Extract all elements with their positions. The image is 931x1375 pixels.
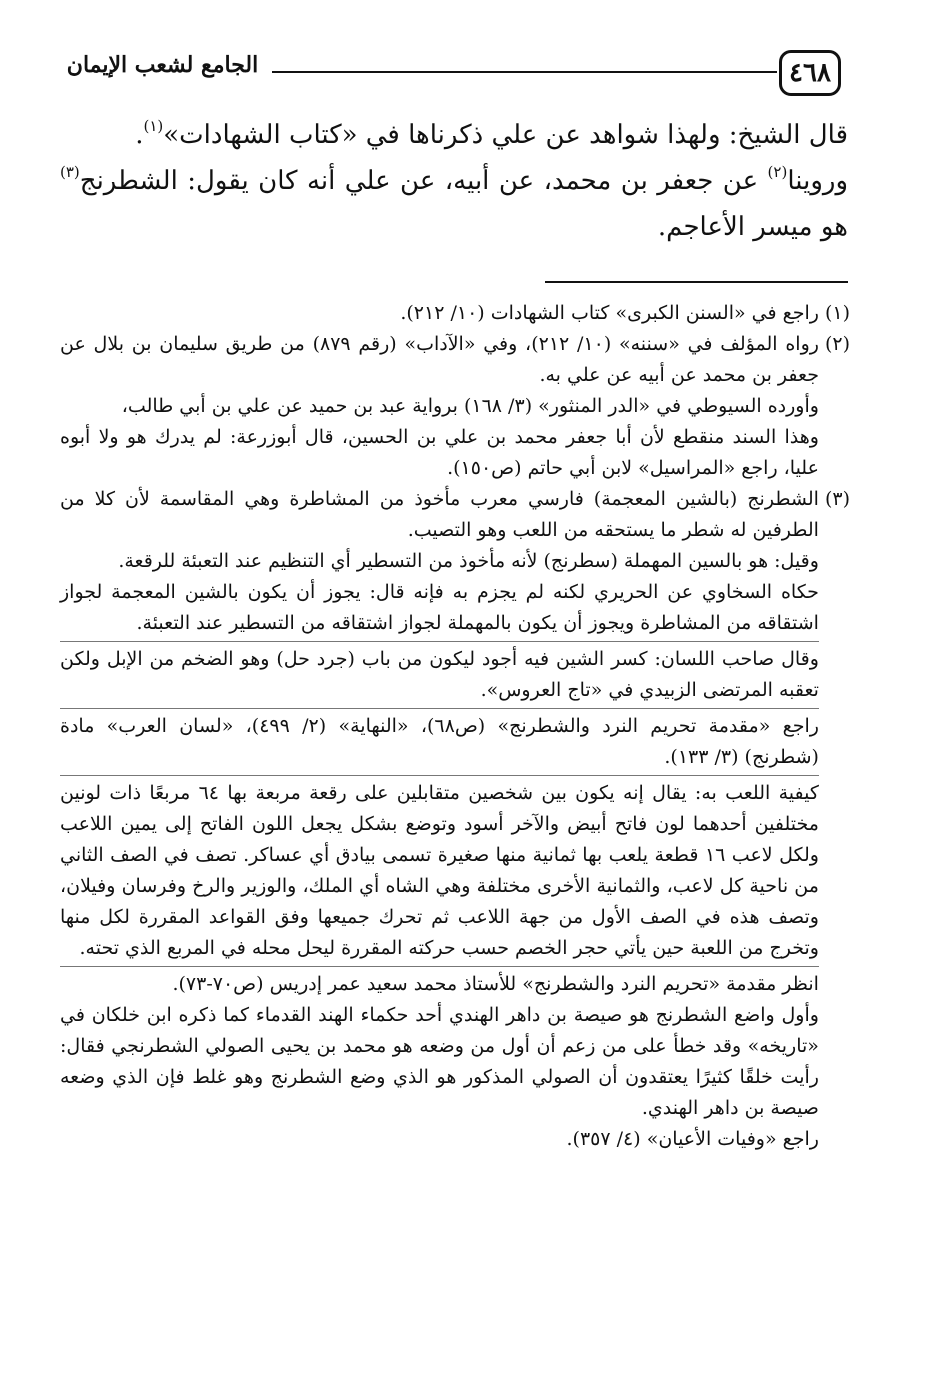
footnote-ref-3: (٣) <box>60 163 80 182</box>
main-paragraph-1-end: . <box>135 120 144 150</box>
footnote-2 <box>60 329 850 484</box>
paragraph-divider <box>60 966 819 967</box>
footnote-ref-2: (٢) <box>767 163 788 182</box>
footnote-text: وهذا السند منقطع لأن أبا جعفر محمد بن علي بن الحسين، قال أبوزرعة: لم يدرك هو ولا أبوه عليا، راجع «المراسيل» لابن أبي حاتم (ص١٥٠). <box>60 426 819 479</box>
main-text <box>60 112 848 250</box>
footnotes <box>60 298 850 1155</box>
book-title: الجامع لشعب الإيمان <box>66 52 259 78</box>
footnote-text: وأورده السيوطي في «الدر المنثور» (٣/ ١٦٨) برواية عبد بن حميد عن علي بن أبي طالب، <box>121 395 819 417</box>
footnote-1 <box>60 298 850 329</box>
main-paragraph-2-middle: عن جعفر بن محمد، عن أبيه، عن علي أنه كان يقول: الشطرنج <box>79 166 768 196</box>
footnote-text: وقال صاحب اللسان: كسر الشين فيه أجود ليكون من باب (جرد حل) وهو الضخم من الإبل ولكن تعقبه المرتضى الزبيدي في «تاج العروس». <box>60 648 819 701</box>
paragraph-divider <box>60 641 819 642</box>
footnote-text: كيفية اللعب به: يقال إنه يكون بين شخصين متقابلين على رقعة مربعة بها ٦٤ مربعًا ذات لونين مختلفين أحدهما لون فاتح أبيض والآخر أسود وتوضع بشكل يجعل اللون الفاتح إلى يمين اللاعب ولكل لاعب ١٦ قطعة يلعب بها ثمانية منها صغيرة تسمى بيادق أي عساكر. تصف في الصف الثاني من ناحية كل لاعب، والثمانية الأخرى مختلفة وهي الشاه أي الملك، والوزير والرخ وفرسان وفيلان، وتصف هذه في الصف الأول من جهة اللاعب ثم تحرك جميعها وفق القواعد المقررة لكل منها وتخرج من اللعبة حين يأتي حجر الخصم حسب حركته المقررة ليحل محله في المربع الذي تحته. <box>60 782 819 959</box>
page-number: ٤٦٨ <box>779 50 841 96</box>
header-rule <box>272 71 777 73</box>
paragraph-divider <box>60 708 819 709</box>
footnote-text: الشطرنج (بالشين المعجمة) فارسي معرب مأخوذ من المشاطرة وهي المقاسمة لأن كلا من الطرفين له شطر ما يستحقه من اللعب وهو التصيب. <box>60 488 819 541</box>
main-paragraph-2-end: هو ميسر الأعاجم. <box>657 212 848 242</box>
footnote-text: رواه المؤلف في «سننه» (١٠/ ٢١٢)، وفي «الآداب» (رقم ٨٧٩) من طريق سليمان بن بلال عن جعفر بن محمد عن أبيه عن علي به. <box>60 333 819 386</box>
main-paragraph-1-text: قال الشيخ: ولهذا شواهد عن علي ذكرناها في «كتاب الشهادات» <box>163 120 848 150</box>
footnote-text: وأول واضع الشطرنج هو صيصة بن داهر الهندي أحد حكماء الهند القدماء كما ذكره ابن خلكان في «تاريخه» وقد خطأ على من زعم أن أول من وضعه هو محمد بن يحيى الصولي الشطرنجي فقال: رأيت خلقًا كثيرًا يعتقدون أن الصولي المذكور هو الذي وضع الشطرنج وهو غلط فإن الذي وضعه صيصة بن داهر الهندي. <box>60 1004 819 1119</box>
main-paragraph-2-start: وروينا <box>787 166 848 196</box>
footnote-number: (٣) <box>824 488 850 510</box>
paragraph-divider <box>60 775 819 776</box>
footnote-ref-1: (١) <box>143 117 164 136</box>
footnote-number: (١) <box>824 302 850 324</box>
footnote-text: حكاه السخاوي عن الحريري لكنه لم يجزم به فإنه قال: يجوز أن يكون بالشين المعجمة لجواز اشتقاقه من المشاطرة ويجوز أن يكون بالمهملة لجواز اشتقاقه من التسطير عند التعبئة. <box>60 581 819 634</box>
main-paragraph-2 <box>60 158 848 250</box>
footnote-text: وقيل: هو بالسين المهملة (سطرنج) لأنه مأخوذ من التسطير أي التنظيم عند التعبئة للرقعة. <box>118 550 819 572</box>
footnote-text: انظر مقدمة «تحريم النرد والشطرنج» للأستاذ محمد سعيد عمر إدريس (ص٧٠-٧٣). <box>172 973 819 995</box>
footnote-number: (٢) <box>824 333 850 355</box>
main-paragraph-1 <box>60 112 848 158</box>
footnote-3 <box>60 484 850 1155</box>
footnote-text: راجع «وفيات الأعيان» (٤/ ٣٥٧). <box>566 1128 819 1150</box>
footnote-separator <box>545 281 848 283</box>
footnote-text: راجع «مقدمة تحريم النرد والشطرنج» (ص٦٨)، «النهاية» (٢/ ٤٩٩)، «لسان العرب» مادة (شطرنج) (٣/ ١٣٣). <box>60 715 819 768</box>
footnote-text: راجع في «السنن الكبرى» كتاب الشهادات (١٠/ ٢١٢). <box>400 302 819 324</box>
